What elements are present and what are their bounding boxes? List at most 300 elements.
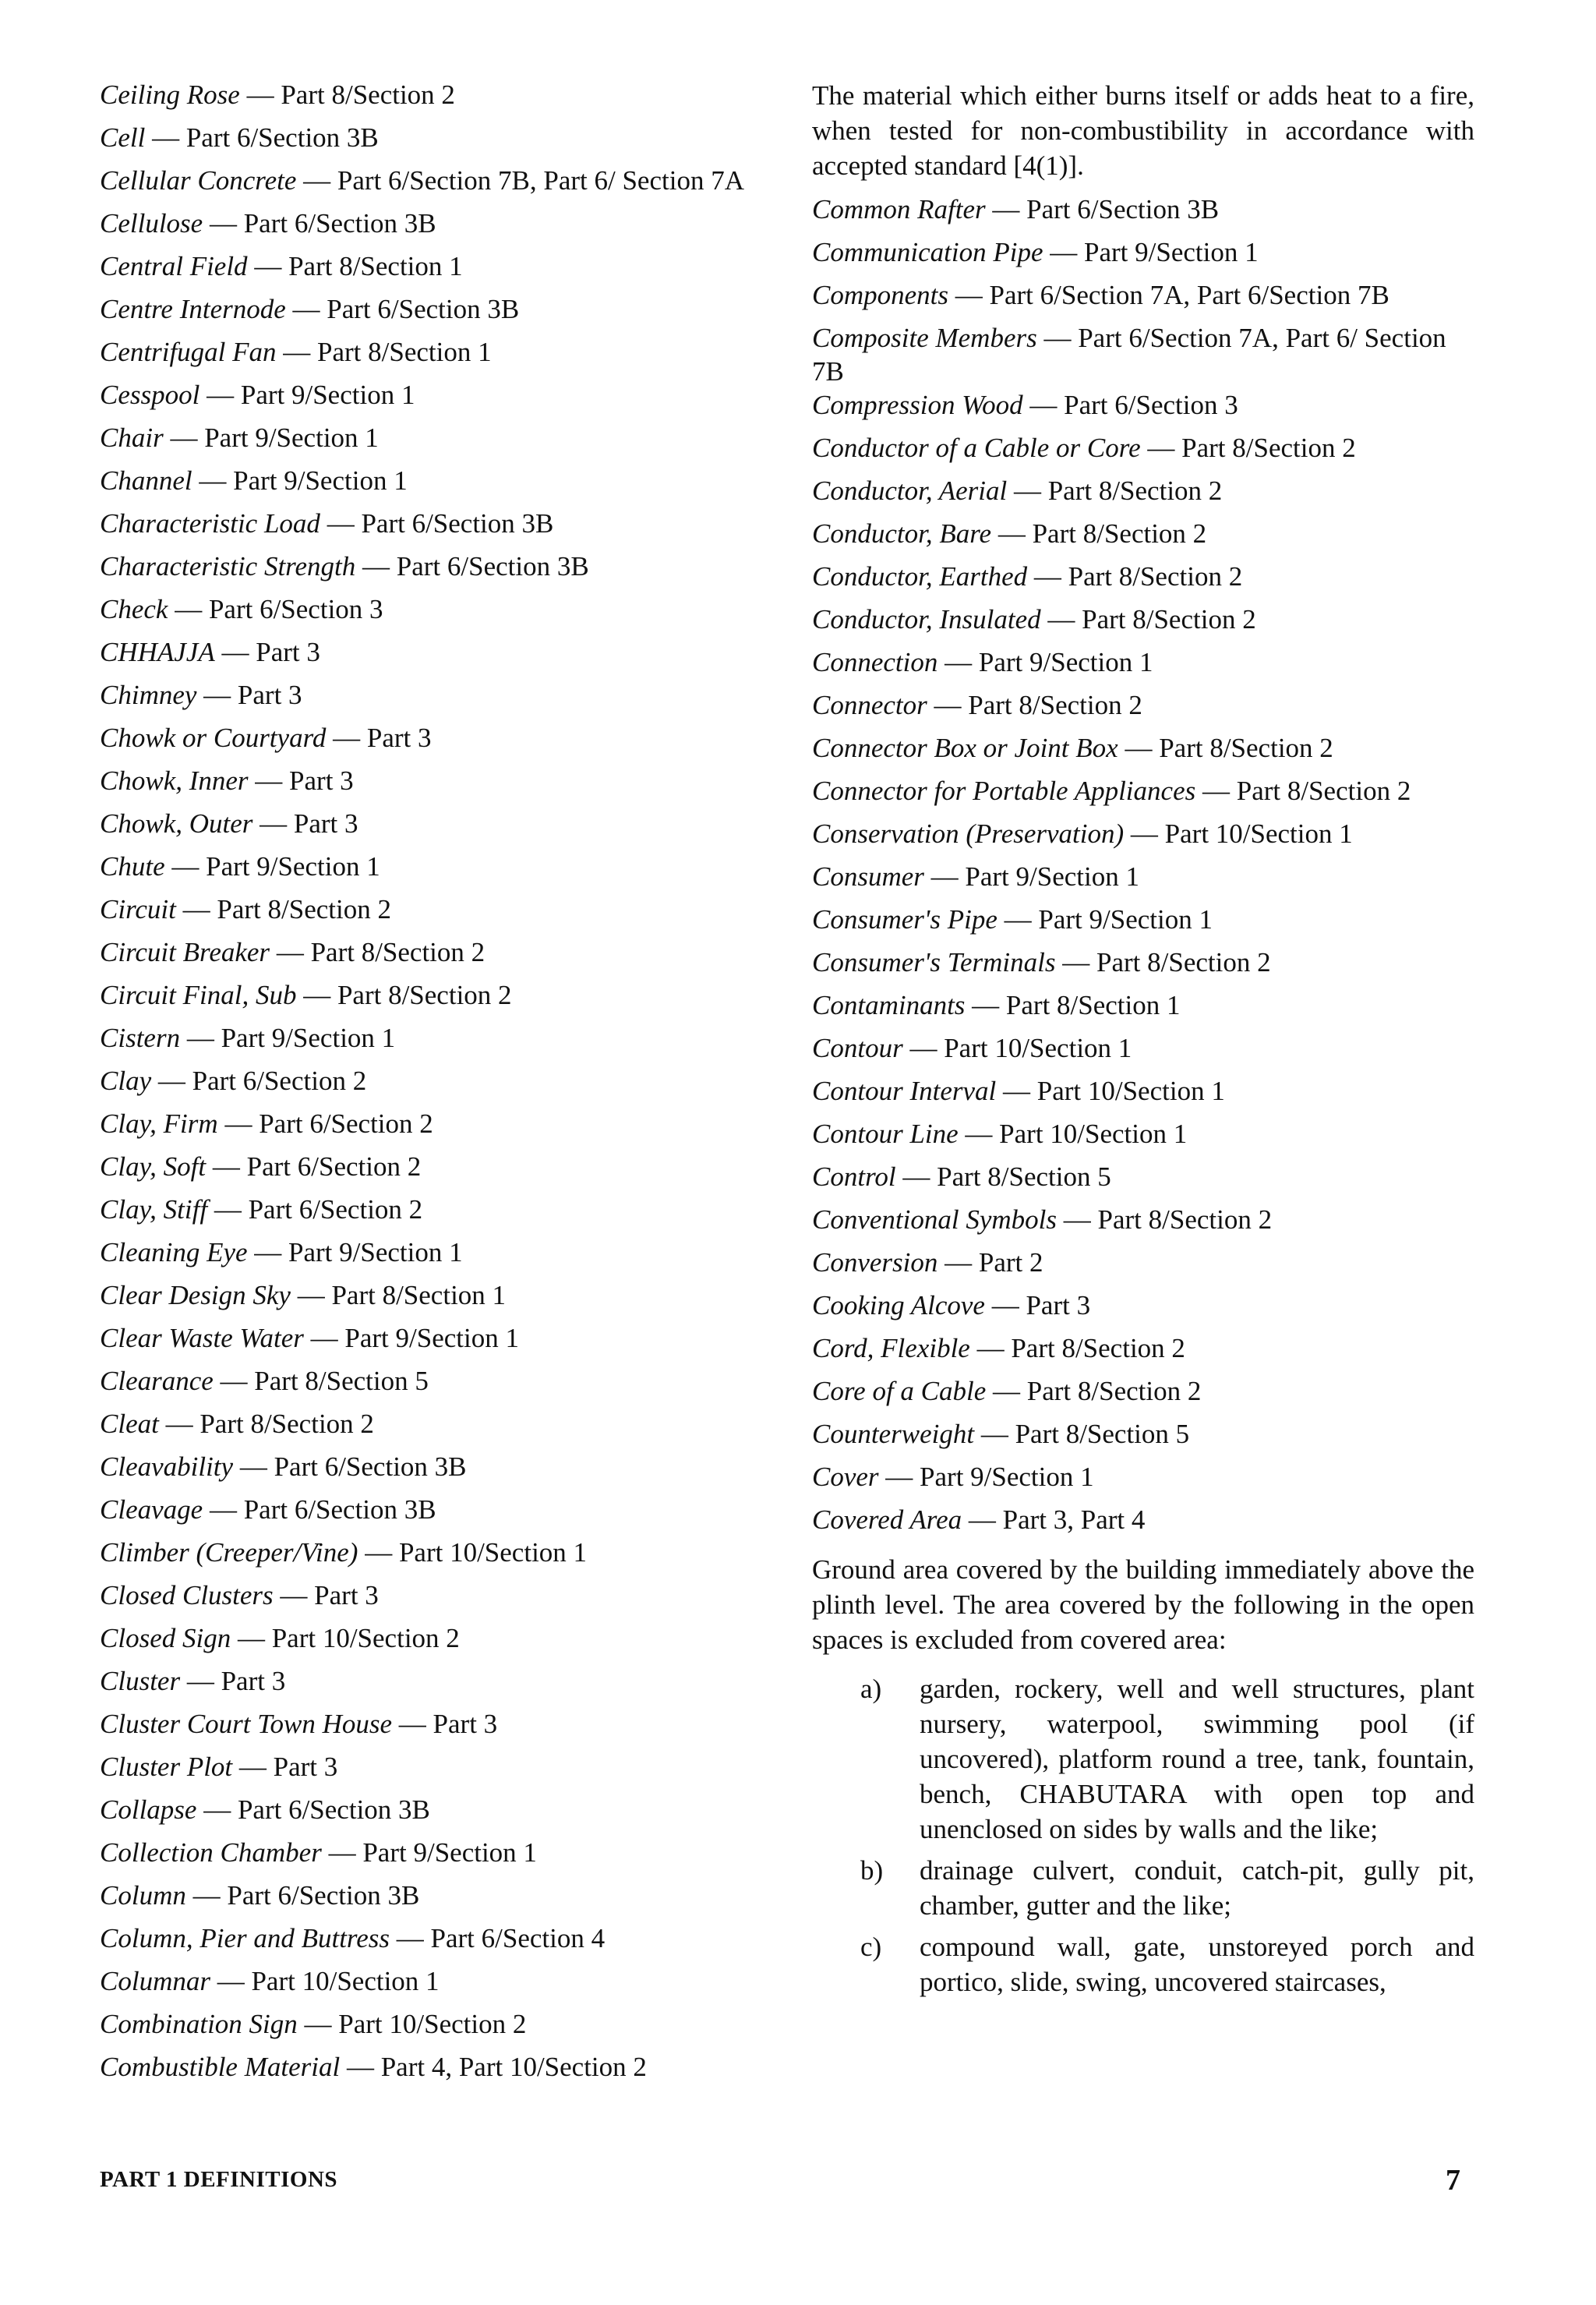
- glossary-entry: [812, 946, 1474, 988]
- entry-reference: Part 9/Section 1: [1038, 904, 1213, 935]
- entry-dash: —: [1043, 237, 1084, 267]
- entry-reference: Part 9/Section 1: [362, 1837, 537, 1868]
- entry-reference: Part 3: [293, 808, 358, 839]
- glossary-entry: [100, 464, 754, 507]
- entry-dash: —: [927, 690, 969, 720]
- glossary-entry: [812, 1289, 1474, 1331]
- entry-reference: Part 8/Section 1: [1005, 990, 1181, 1020]
- entry-dash: —: [1057, 1204, 1098, 1235]
- entry-term: Clay, Stiff: [100, 1194, 208, 1225]
- glossary-entry: [100, 2050, 754, 2093]
- glossary-entry: [812, 645, 1474, 688]
- entry-dash: —: [296, 165, 337, 196]
- entry-dash: —: [962, 1504, 1003, 1535]
- entry-dash: —: [214, 637, 256, 667]
- glossary-entry: [100, 1278, 754, 1321]
- entry-term: Core of a Cable: [812, 1376, 987, 1406]
- entry-reference: Part 10/Section 1: [251, 1966, 440, 1996]
- entry-reference: Part 8/Section 2: [968, 690, 1142, 720]
- entry-dash: —: [392, 1709, 433, 1739]
- glossary-entry: [812, 1246, 1474, 1289]
- glossary-entry: [812, 388, 1474, 431]
- entry-term: Closed Clusters: [100, 1580, 274, 1610]
- glossary-entry: [812, 560, 1474, 603]
- entry-dash: —: [285, 294, 327, 324]
- entry-dash: —: [340, 2052, 381, 2082]
- entry-dash: —: [270, 937, 311, 967]
- entry-term: Components: [812, 280, 948, 310]
- entry-reference: Part 6/Section 3B: [274, 1451, 467, 1482]
- glossary-entry: [812, 1160, 1474, 1203]
- entry-term: Cluster: [100, 1666, 181, 1696]
- entry-dash: —: [200, 380, 241, 410]
- glossary-entry: [100, 207, 754, 249]
- entry-term: Connector: [812, 690, 927, 720]
- entry-reference: Part 8/Section 2: [1032, 518, 1207, 549]
- entry-reference: Part 9/Section 1: [965, 861, 1139, 892]
- entry-term: Clearance: [100, 1366, 214, 1396]
- entry-reference: Part 8/Section 1: [317, 337, 492, 367]
- entry-reference: Part 6/Section 3B: [396, 551, 589, 582]
- entry-dash: —: [273, 1580, 315, 1610]
- glossary-entry: [100, 721, 754, 764]
- entry-term: Conductor, Earthed: [812, 561, 1028, 592]
- glossary-entry: [100, 378, 754, 421]
- entry-reference: Part 9/Section 1: [920, 1462, 1094, 1492]
- entry-dash: —: [206, 1151, 247, 1182]
- entry-reference: Part 8/Section 2: [1011, 1333, 1185, 1363]
- entry-reference: Part 8/Section 2: [1181, 433, 1356, 463]
- list-item: [812, 1671, 1474, 1847]
- glossary-entry: [812, 603, 1474, 645]
- entry-reference: Part 3: [273, 1752, 338, 1782]
- entry-reference: Part 8/Section 2: [310, 937, 486, 967]
- entry-term: Conductor of a Cable or Core: [812, 433, 1141, 463]
- glossary-entry: [100, 1193, 754, 1236]
- page-number: 7: [1446, 2164, 1460, 2197]
- entry-dash: —: [192, 465, 234, 496]
- entry-dash: —: [1007, 475, 1048, 506]
- entry-reference: Part 8/Section 2: [281, 80, 455, 110]
- glossary-entry: [100, 2007, 754, 2050]
- entry-term: Cleavage: [100, 1494, 203, 1525]
- entry-reference: Part 6/Section 4: [430, 1923, 606, 1953]
- entry-dash: —: [163, 422, 205, 453]
- glossary-entry: [100, 292, 754, 335]
- entry-term: Covered Area: [812, 1504, 962, 1535]
- entry-dash: —: [902, 1033, 945, 1063]
- entry-reference: Part 9/Section 1: [288, 1237, 463, 1267]
- entry-reference: Part 10/Section 1: [944, 1033, 1132, 1063]
- glossary-entry: [100, 1707, 754, 1750]
- entry-term: Conservation (Preservation): [812, 818, 1125, 849]
- glossary-entry: [100, 550, 754, 592]
- entry-term: Central Field: [100, 251, 248, 281]
- glossary-entry: [812, 1374, 1474, 1417]
- entry-dash: —: [233, 1451, 274, 1482]
- glossary-entry: [100, 1536, 754, 1579]
- entry-term: Composite Members: [812, 323, 1037, 353]
- entry-term: Connector Box or Joint Box: [812, 733, 1118, 763]
- entry-term: Clear Waste Water: [100, 1323, 304, 1353]
- entry-term: Combustible Material: [100, 2052, 341, 2082]
- entry-term: Circuit Breaker: [100, 937, 270, 967]
- entry-term: Cleavability: [100, 1451, 234, 1482]
- entry-term: Characteristic Load: [100, 508, 320, 539]
- glossary-entry: [812, 860, 1474, 903]
- glossary-entry: [100, 935, 754, 978]
- glossary-entry: [100, 1750, 754, 1793]
- entry-dash: —: [878, 1462, 920, 1492]
- entry-term: Conductor, Bare: [812, 518, 992, 549]
- entry-term: Control: [812, 1161, 896, 1192]
- entry-reference: Part 8/Section 2: [1159, 733, 1333, 763]
- glossary-entry: [100, 1664, 754, 1707]
- glossary-entry: [100, 1793, 754, 1836]
- entry-term: Connection: [812, 647, 938, 677]
- entry-term: Collapse: [100, 1794, 197, 1825]
- entry-reference: Part 9/Section 1: [206, 851, 380, 882]
- entry-term: CHHAJJA: [100, 637, 215, 667]
- glossary-entry: [812, 1503, 1474, 1546]
- entry-reference: Part 3: [237, 680, 302, 710]
- entry-dash: —: [1195, 776, 1237, 806]
- entry-term: Combination Sign: [100, 2009, 298, 2039]
- entry-dash: —: [1124, 818, 1165, 849]
- entry-term: Columnar: [100, 1966, 210, 1996]
- entry-reference: Part 9/Section 1: [233, 465, 408, 496]
- entry-dash: —: [231, 1623, 272, 1653]
- entry-term: Circuit Final, Sub: [100, 980, 297, 1010]
- list-marker: a): [860, 1674, 882, 1704]
- entry-dash: —: [151, 1066, 192, 1096]
- entry-dash: —: [321, 1837, 363, 1868]
- entry-reference: Part 6/Section 2: [259, 1108, 433, 1139]
- entry-term: Cellulose: [100, 208, 203, 239]
- entry-dash: —: [203, 208, 244, 239]
- entry-reference: Part 3: [221, 1666, 286, 1696]
- entry-term: Consumer's Pipe: [812, 904, 998, 935]
- entry-reference: Part 6/Section 3B: [327, 294, 520, 324]
- entry-dash: —: [390, 1923, 431, 1953]
- entry-term: Conductor, Insulated: [812, 604, 1041, 635]
- entry-dash: —: [158, 1409, 200, 1439]
- entry-reference: Part 2: [978, 1247, 1043, 1278]
- entry-term: Chowk, Outer: [100, 808, 253, 839]
- entry-term: Contour Line: [812, 1119, 959, 1149]
- glossary-entry: [100, 1064, 754, 1107]
- glossary-entry: [100, 249, 754, 292]
- glossary-entry: [812, 1117, 1474, 1160]
- entry-term: Conductor, Aerial: [812, 475, 1008, 506]
- entry-dash: —: [210, 1966, 252, 1996]
- entry-term: Clay, Firm: [100, 1108, 218, 1139]
- entry-term: Counterweight: [812, 1419, 975, 1449]
- entry-dash: —: [996, 1076, 1037, 1106]
- entry-term: Column: [100, 1880, 186, 1911]
- glossary-entry: [100, 893, 754, 935]
- entry-dash: —: [948, 280, 990, 310]
- glossary-entry: [100, 335, 754, 378]
- list-marker: c): [860, 1932, 882, 1962]
- entry-term: Connector for Portable Appliances: [812, 776, 1196, 806]
- entry-term: Cooking Alcove: [812, 1290, 985, 1320]
- entry-reference: Part 10/Section 1: [1164, 818, 1353, 849]
- entry-reference: Part 10/Section 1: [999, 1119, 1188, 1149]
- entry-reference: Part 8/Section 2: [1082, 604, 1256, 635]
- glossary-entry: [100, 164, 754, 207]
- glossary-entry: [100, 678, 754, 721]
- glossary-entry: [100, 1879, 754, 1921]
- entry-dash: —: [145, 122, 186, 153]
- glossary-entry: [100, 635, 754, 678]
- entry-dash: —: [247, 1237, 289, 1267]
- entry-reference: Part 8/Section 1: [331, 1280, 507, 1310]
- glossary-entry: [100, 592, 754, 635]
- glossary-entry: [812, 278, 1474, 321]
- entry-reference: Part 8/Section 2: [1096, 947, 1271, 978]
- entry-dash: —: [895, 1161, 937, 1192]
- glossary-entry: [812, 431, 1474, 474]
- footer-section-title: PART 1 DEFINITIONS: [100, 2167, 338, 2192]
- entry-term: Chute: [100, 851, 165, 882]
- entry-dash: —: [213, 1366, 255, 1396]
- entry-reference: Part 6/Section 3: [208, 594, 383, 624]
- glossary-entry: [100, 78, 754, 121]
- entry-term: Chowk, Inner: [100, 765, 249, 796]
- entry-dash: —: [232, 1752, 274, 1782]
- left-column: [100, 78, 754, 2093]
- glossary-entry: [812, 1417, 1474, 1460]
- entry-term: Cord, Flexible: [812, 1333, 970, 1363]
- glossary-entry: [812, 1460, 1474, 1503]
- entry-term: Circuit: [100, 894, 176, 924]
- entry-reference: Part 8/Section 1: [288, 251, 463, 281]
- entry-reference: Part 8/Section 2: [337, 980, 512, 1010]
- entry-dash: —: [207, 1194, 249, 1225]
- entry-dash: —: [203, 1494, 244, 1525]
- glossary-entry: [100, 1836, 754, 1879]
- glossary-entry: [100, 850, 754, 893]
- entry-term: Chimney: [100, 680, 197, 710]
- entry-dash: —: [320, 508, 362, 539]
- entry-dash: —: [276, 337, 318, 367]
- entry-term: Cesspool: [100, 380, 200, 410]
- entry-term: Consumer: [812, 861, 924, 892]
- entry-dash: —: [974, 1419, 1015, 1449]
- entry-reference: Part 8/Section 5: [1015, 1419, 1190, 1449]
- glossary-entry: [812, 321, 1474, 388]
- glossary-entry: [812, 774, 1474, 817]
- entry-reference: Part 8/Section 5: [937, 1161, 1111, 1192]
- glossary-entry: [812, 1203, 1474, 1246]
- entry-term: Cleat: [100, 1409, 159, 1439]
- entry-dash: —: [991, 518, 1033, 549]
- entry-term: Check: [100, 594, 168, 624]
- entry-reference: Part 6/Section 3B: [185, 122, 379, 153]
- combustible-material-definition: The material which either burns itself or adds heat to a fire, when tested for non-combustibility in accordance with accepted standard [4(1)].: [812, 80, 1474, 181]
- entry-term: Communication Pipe: [812, 237, 1043, 267]
- entry-dash: —: [326, 723, 367, 753]
- entry-dash: —: [997, 904, 1039, 935]
- entry-dash: —: [985, 194, 1027, 224]
- list-item: [812, 1853, 1474, 1923]
- entry-dash: —: [180, 1023, 221, 1053]
- entry-dash: —: [969, 1333, 1012, 1363]
- glossary-entry: [100, 1579, 754, 1621]
- entry-dash: —: [196, 1794, 238, 1825]
- entry-dash: —: [196, 680, 238, 710]
- entry-reference: Part 6/Section 2: [248, 1194, 423, 1225]
- entry-term: Chowk or Courtyard: [100, 723, 327, 753]
- entry-dash: —: [1036, 323, 1079, 353]
- glossary-entry: [100, 1493, 754, 1536]
- entry-term: Contaminants: [812, 990, 966, 1020]
- entry-term: Cover: [812, 1462, 879, 1492]
- list-item-text: compound wall, gate, unstoreyed porch and portico, slide, swing, uncovered staircases,: [920, 1932, 1474, 1997]
- entry-reference: Part 3: [289, 765, 354, 796]
- entry-reference: Part 6/Section 7B, Part 6/ Section 7A: [337, 165, 744, 196]
- entry-dash: —: [239, 80, 281, 110]
- entry-dash: —: [248, 765, 290, 796]
- entry-reference: Part 10/Section 2: [271, 1623, 460, 1653]
- entry-reference: Part 3: [314, 1580, 379, 1610]
- entry-reference: Part 3: [433, 1709, 498, 1739]
- entry-reference: Part 6/Section 3B: [243, 208, 436, 239]
- entry-reference: Part 10/Section 2: [338, 2009, 527, 2039]
- entry-dash: —: [252, 808, 294, 839]
- entry-dash: —: [1118, 733, 1160, 763]
- entry-reference: Part 8/Section 2: [1068, 561, 1243, 592]
- entry-term: Channel: [100, 465, 192, 496]
- glossary-entry: [100, 807, 754, 850]
- entry-term: Column, Pier and Buttress: [100, 1923, 390, 1953]
- entry-dash: —: [296, 980, 337, 1010]
- entry-reference: Part 3, Part 4: [1002, 1504, 1146, 1535]
- entry-term: Collection Chamber: [100, 1837, 322, 1868]
- entry-reference: Part 8/Section 2: [217, 894, 391, 924]
- glossary-entry: [812, 1031, 1474, 1074]
- list-item: [812, 1929, 1474, 1999]
- entry-term: Common Rafter: [812, 194, 986, 224]
- entry-term: Contour Interval: [812, 1076, 997, 1106]
- entry-dash: —: [965, 990, 1006, 1020]
- entry-term: Closed Sign: [100, 1623, 231, 1653]
- glossary-entry: [100, 1021, 754, 1064]
- entry-dash: —: [247, 251, 289, 281]
- glossary-entry: [812, 988, 1474, 1031]
- entry-reference: Part 8/Section 2: [1097, 1204, 1273, 1235]
- glossary-entry: [812, 817, 1474, 860]
- glossary-entry: [812, 1074, 1474, 1117]
- entry-dash: —: [984, 1290, 1026, 1320]
- entry-reference: Part 10/Section 1: [1036, 1076, 1225, 1106]
- entry-reference: Part 9/Section 1: [344, 1323, 519, 1353]
- entry-dash: —: [986, 1376, 1027, 1406]
- entry-term: Conversion: [812, 1247, 938, 1278]
- entry-reference: Part 3: [1026, 1290, 1091, 1320]
- list-marker: b): [860, 1855, 884, 1886]
- entry-term: Characteristic Strength: [100, 551, 356, 582]
- glossary-entry: [812, 235, 1474, 278]
- entry-reference: Part 6/Section 2: [246, 1151, 422, 1182]
- glossary-entry: [100, 1150, 754, 1193]
- entry-dash: —: [180, 1666, 221, 1696]
- entry-dash: —: [358, 1537, 399, 1568]
- glossary-entry: [100, 1407, 754, 1450]
- entry-reference: Part 8/Section 2: [200, 1409, 374, 1439]
- glossary-entry: [812, 1331, 1474, 1374]
- entry-dash: —: [290, 1280, 332, 1310]
- entry-dash: —: [185, 1880, 228, 1911]
- entry-dash: —: [164, 851, 207, 882]
- glossary-entry: [100, 1964, 754, 2007]
- entry-dash: —: [923, 861, 966, 892]
- entry-dash: —: [175, 894, 217, 924]
- glossary-entry: [100, 1364, 754, 1407]
- glossary-entry: [100, 121, 754, 164]
- entry-term: Cluster Plot: [100, 1752, 233, 1782]
- entry-term: Compression Wood: [812, 390, 1023, 420]
- entry-reference: Part 6/Section 3B: [361, 508, 554, 539]
- entry-term: Centre Internode: [100, 294, 286, 324]
- entry-dash: —: [217, 1108, 260, 1139]
- entry-term: Clay, Soft: [100, 1151, 207, 1182]
- entry-reference: Part 8/Section 2: [1026, 1376, 1202, 1406]
- entry-reference: Part 9/Section 1: [978, 647, 1153, 677]
- entry-term: Conventional Symbols: [812, 1204, 1057, 1235]
- entry-reference: Part 8/Section 2: [1236, 776, 1411, 806]
- entry-reference: Part 3: [366, 723, 432, 753]
- glossary-entry: [812, 517, 1474, 560]
- glossary-entry: [812, 193, 1474, 235]
- entry-reference: Part 8/Section 2: [1047, 475, 1223, 506]
- entry-dash: —: [1055, 947, 1097, 978]
- entry-reference: Part 6/Section 3B: [1026, 194, 1220, 224]
- entry-dash: —: [303, 1323, 345, 1353]
- right-entry-list: [812, 193, 1474, 1546]
- glossary-entry: [100, 1107, 754, 1150]
- glossary-entry: [812, 903, 1474, 946]
- glossary-entry: [812, 474, 1474, 517]
- entry-reference: Part 6/Section 7A, Part 6/ Section 7B: [812, 323, 1446, 387]
- entry-term: Consumer's Terminals: [812, 947, 1056, 978]
- entry-term: Clay: [100, 1066, 152, 1096]
- glossary-entry: [100, 1921, 754, 1964]
- entry-term: Clear Design Sky: [100, 1280, 291, 1310]
- entry-reference: Part 6/Section 3B: [243, 1494, 436, 1525]
- excluded-items-list: [812, 1671, 1474, 1999]
- entry-reference: Part 6/Section 3B: [237, 1794, 430, 1825]
- entry-dash: —: [1027, 561, 1068, 592]
- glossary-entry: [100, 1621, 754, 1664]
- right-column: [812, 78, 1474, 2006]
- entry-reference: Part 9/Section 1: [221, 1023, 396, 1053]
- entry-reference: Part 10/Section 1: [398, 1537, 588, 1568]
- entry-dash: —: [297, 2009, 339, 2039]
- entry-reference: Part 6/Section 2: [192, 1066, 367, 1096]
- entry-dash: —: [937, 647, 979, 677]
- list-item-text: drainage culvert, conduit, catch-pit, gully pit, chamber, gutter and the like;: [920, 1855, 1474, 1921]
- entry-reference: Part 3: [256, 637, 320, 667]
- entry-dash: —: [1140, 433, 1182, 463]
- covered-area-definition: Ground area covered by the building immediately above the plinth level. The area covered by the following in the open spaces is excluded from covered area:: [812, 1554, 1474, 1655]
- entry-term: Cistern: [100, 1023, 181, 1053]
- entry-dash: —: [1022, 390, 1065, 420]
- entry-reference: Part 9/Section 1: [204, 422, 379, 453]
- entry-reference: Part 6/Section 3B: [227, 1880, 420, 1911]
- entry-term: Contour: [812, 1033, 903, 1063]
